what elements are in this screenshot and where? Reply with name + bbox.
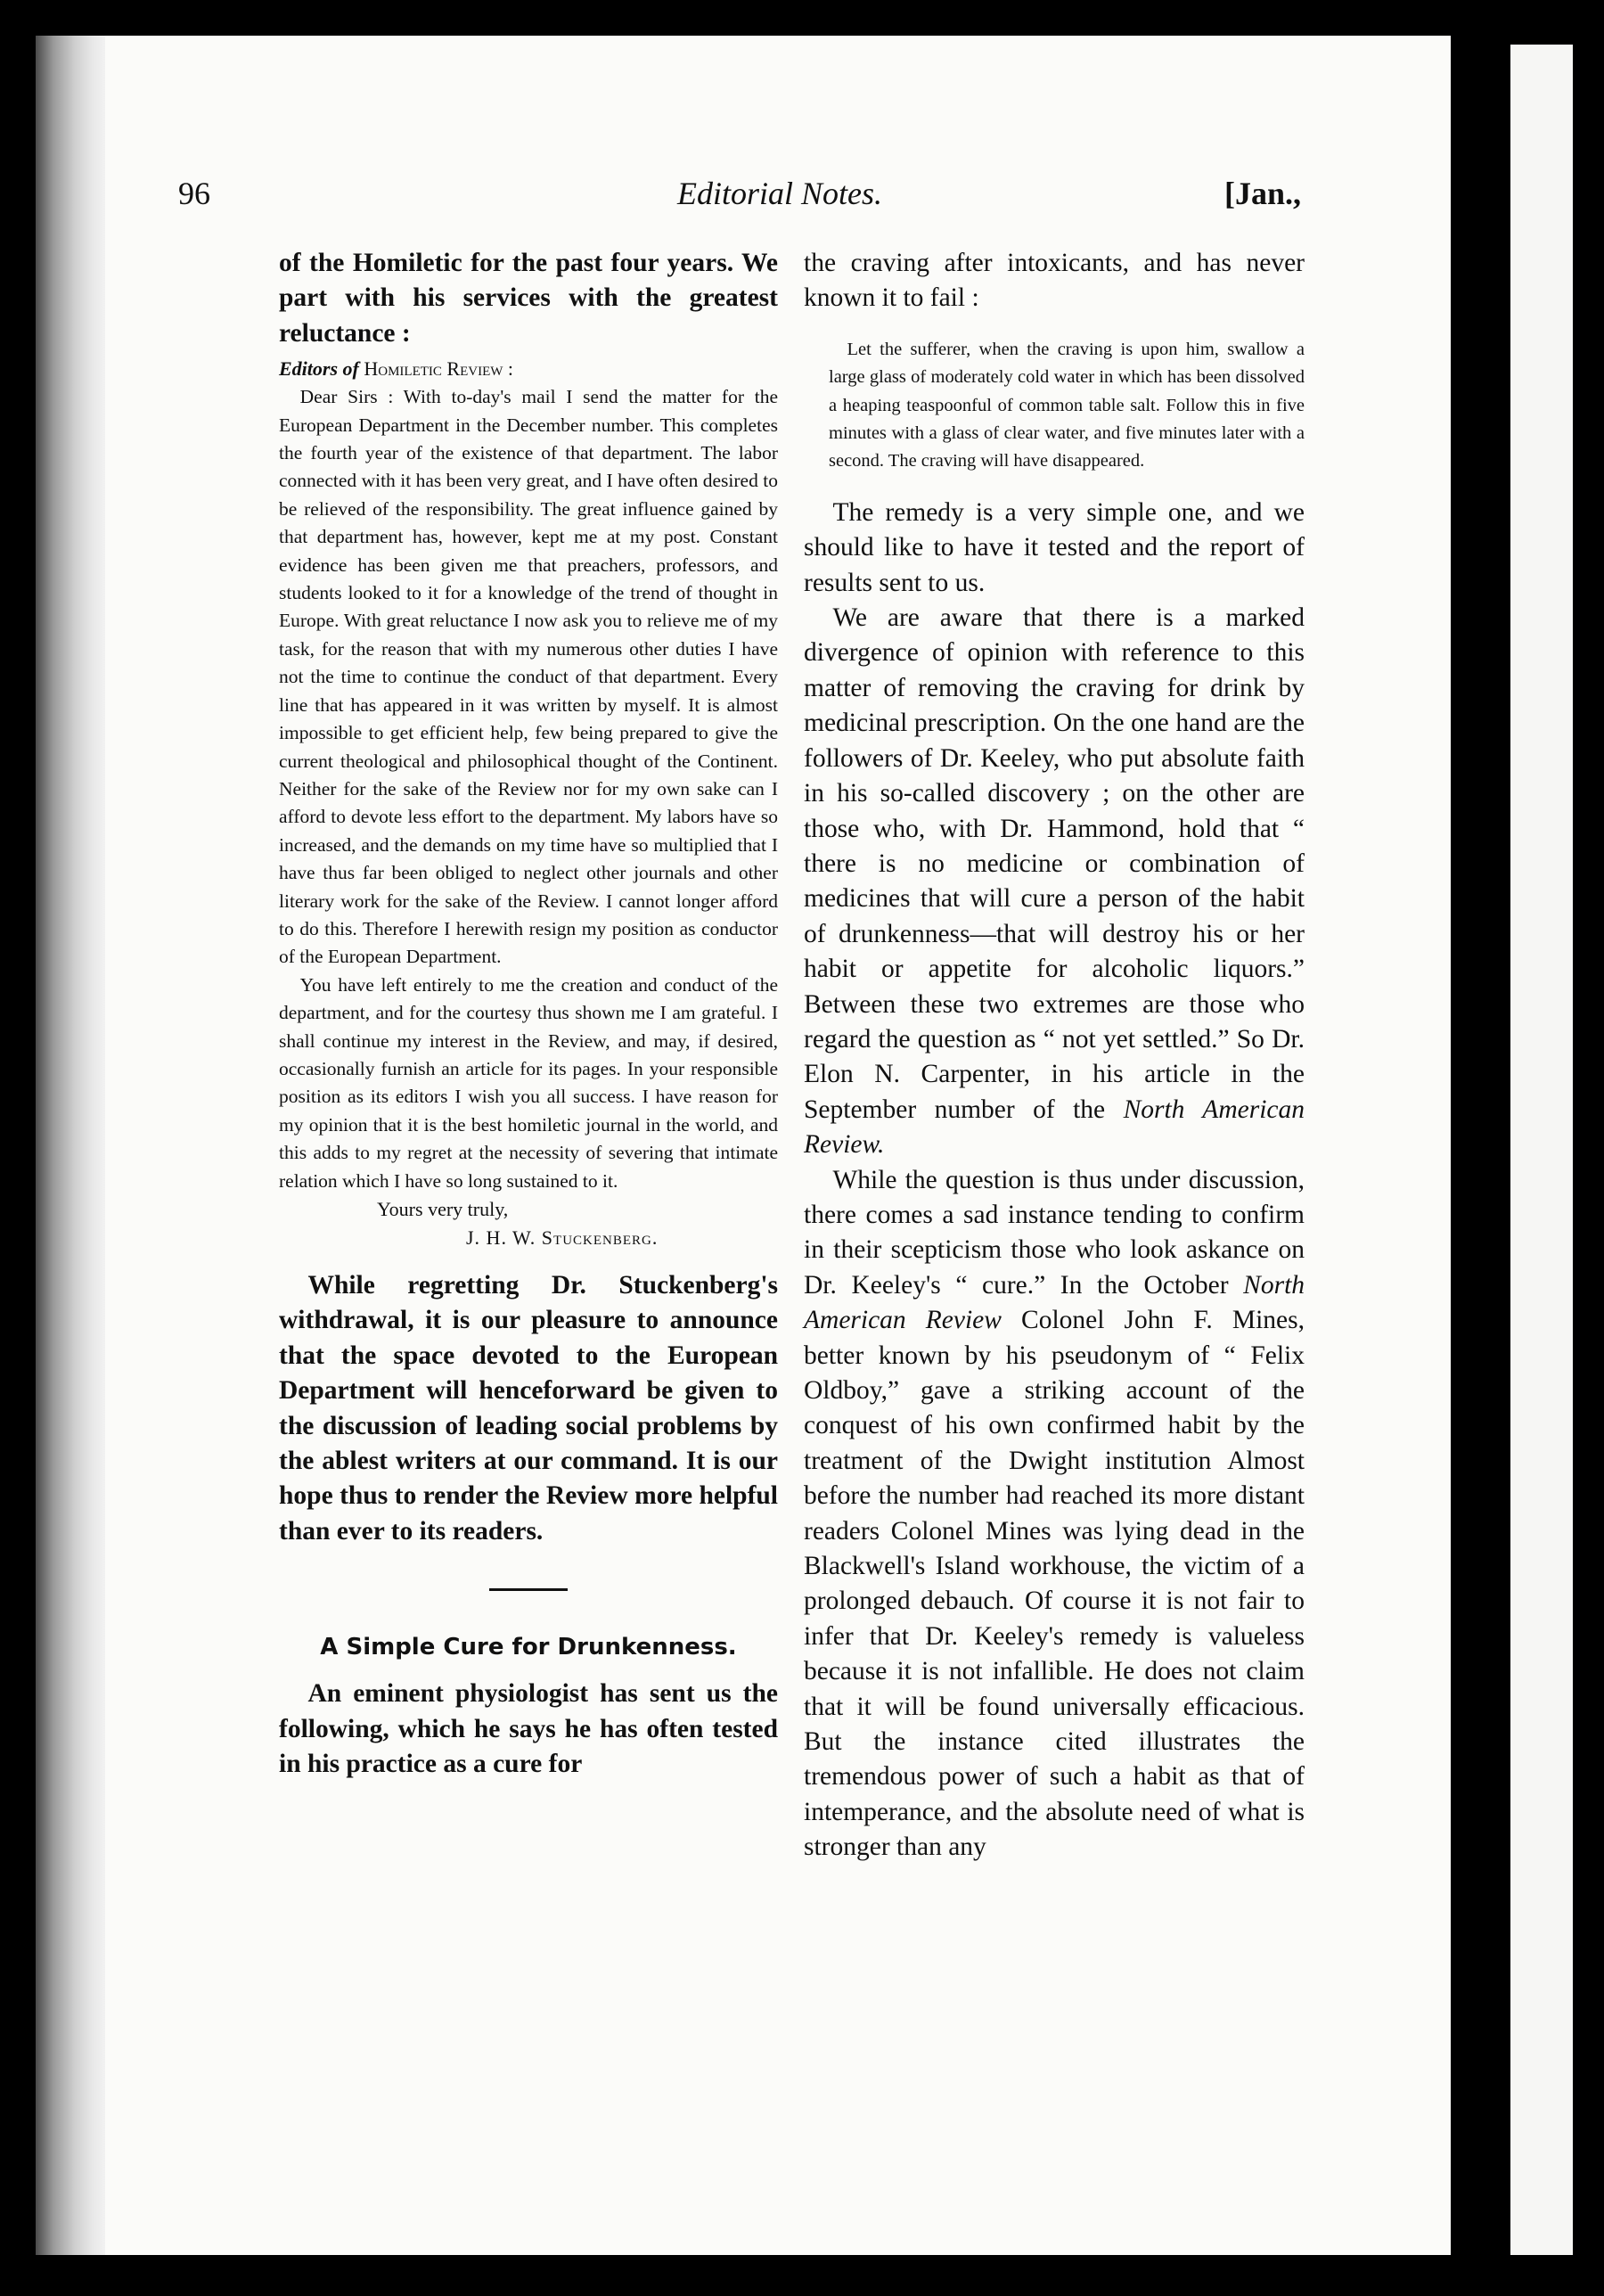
block-quote: Let the sufferer, when the craving is upon him, swallow a large glass of moderately cold water in which has been dissolved a heaping teaspoonful of common table salt. Follow this in five minutes with a glass of clear water, and five minutes later with a second. The craving will have disappeared. bbox=[829, 339, 1305, 472]
article-paragraph bbox=[804, 1163, 1305, 1866]
next-page-edge bbox=[1510, 45, 1573, 2255]
article-subheading: A Simple Cure for Drunkenness. bbox=[320, 1634, 737, 1661]
letter-paragraph: You have left entirely to me the creation and conduct of the department, and for the courtesy thus shown me I am grateful. I shall continue my interest in the Review, and may, if desired, occasionally furnish an article for its pages. In your responsible position as its editors I wish you all success. I have reason for my opinion that it is the best homiletic journal in the world, and this adds to my regret at the necessity of severing that intimate relation which I have so long sustained to it. bbox=[279, 973, 778, 1192]
journal-title: North American Review. bbox=[804, 1095, 1305, 1160]
book-spine-shadow bbox=[36, 36, 107, 2255]
left-column bbox=[279, 246, 778, 1782]
paragraph-text: While the question is thus under discussion, there comes a sad instance tending to confirm in their scepticism those who look askance on Dr. Keeley's “ cure.” In the October bbox=[804, 1165, 1305, 1300]
letter-paragraph: Dear Sirs : With to-day's mail I send the matter for the European Department in the December number. This completes the fourth year of the existence of that department. The labor connected with it has been very great, and I have often desired to be relieved of the responsibility. The great influence gained by that department has, however, kept me at my post. Constant evidence has been given me that preachers, professors, and students looked to it for a knowledge of the trend of thought in Europe. With great reluctance I now ask you to relieve me of my task, for the reason that with my numerous other duties I have not the time to continue the conduct of that department. Every line that has appeared in it was written by myself. It is almost impossible to get efficient help, few being prepared to give the current theological and philosophical thought of the Continent. Neither for the sake of the Review nor for my own sake can I afford to devote less effort to the department. My labors have so increased, and the demands on my time have so multiplied that I have thus far been obliged to neglect other journals and other literary work for the sake of the Review. I cannot longer afford to do this. Therefore I herewith resign my position as conductor of the European Department. bbox=[279, 386, 778, 968]
article-paragraph: An eminent physiologist has sent us the following, which he says he has often tested in his practice as a cure for bbox=[279, 1679, 778, 1779]
paragraph-text: We are aware that there is a marked divergence of opinion with reference to this matter of removing the craving for drink by medicinal prescription. On the one hand are the followers of Dr. Keeley, who put absolute faith in his so-called discovery ; on the other are those who, with Dr. Hammond, hold that “ there is no medicine or combination of medicines that will cure a person of the habit of drunkenness—that will destroy his or her habit or appetite for alcoholic liquors.” Between these two extremes are those who regard the question as “ not yet settled.” So Dr. Elon N. Carpenter, in his article in the September number of the bbox=[804, 603, 1305, 1124]
article-continuation: the craving after intoxicants, and has never known it to fail : bbox=[804, 249, 1305, 313]
article-paragraph: The remedy is a very simple one, and we should like to have it tested and the report of results sent to us. bbox=[804, 497, 1305, 597]
section-divider bbox=[489, 1588, 568, 1591]
editorial-paragraph: While regretting Dr. Stuckenberg's withdrawal, it is our pleasure to announce that the space devoted to the European Department will henceforward be given to the discussion of leading social problems by the ablest writers at our command. It is our hope thus to render the Review more helpful than ever to its readers. bbox=[279, 1271, 778, 1546]
section-title: Editorial Notes. bbox=[677, 176, 883, 211]
article-paragraph bbox=[804, 601, 1305, 1163]
letter-heading-prefix: Editors of bbox=[279, 357, 359, 381]
letter-heading bbox=[279, 355, 778, 383]
right-column bbox=[804, 246, 1305, 1866]
page-number: 96 bbox=[178, 176, 210, 211]
continued-intro: of the Homiletic for the past four years. We part with his services with the greatest reluctance : bbox=[279, 249, 778, 348]
journal-title: North American Review bbox=[804, 1270, 1305, 1335]
issue-month: [Jan., bbox=[1223, 176, 1301, 211]
paragraph-text: Colonel John F. Mines, better known by his pseudonym of “ Felix Oldboy,” gave a striking account of the conquest of his own confirmed habit by the treatment of the Dwight institution Almost before the number had reached its more distant readers Colonel Mines was lying dead in the Blackwell's Island workhouse, the victim of a prolonged debauch. Of course it is not fair to infer that Dr. Keeley's remedy is valueless because it is not infallible. He does not claim that it will be found universally efficacious. But the instance cited illustrates the tremendous power of such a habit as that of intemperance, and the absolute need of what is stronger than any bbox=[804, 1306, 1305, 1862]
letter-closing: Yours very truly, bbox=[377, 1198, 509, 1220]
running-head bbox=[178, 175, 1301, 219]
letter-heading-name: Homiletic Review : bbox=[364, 357, 513, 381]
letter-signature: J. H. W. Stuckenberg. bbox=[466, 1226, 659, 1249]
